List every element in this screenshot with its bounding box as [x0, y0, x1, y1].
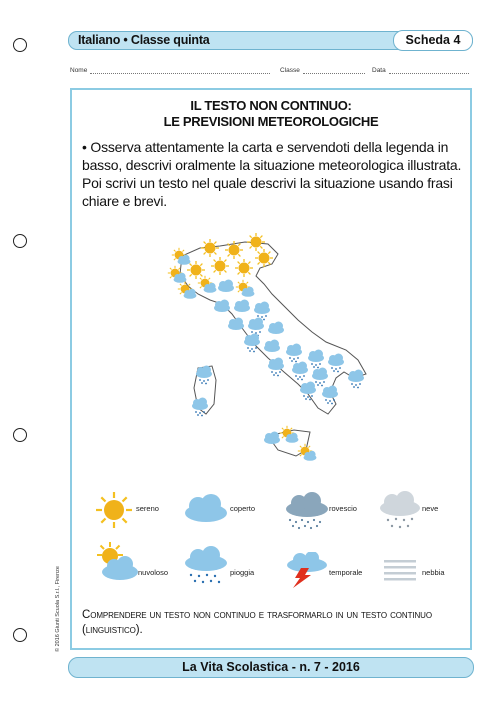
legend-label-sereno: sereno [136, 504, 159, 513]
header-title: Italiano • Classe quinta [78, 33, 210, 47]
footer-bar: La Vita Scolastica - n. 7 - 2016 [68, 657, 474, 678]
learning-objective: Comprendere un testo non continuo e trasformarlo in un testo continuo (linguistico). [82, 609, 432, 636]
binder-hole [13, 628, 27, 642]
legend-label-nebbia: nebbia [422, 568, 445, 577]
legend-label-pioggia: pioggia [230, 568, 255, 577]
nome-field[interactable] [70, 67, 270, 74]
worksheet-title-line1: IL TESTO NON CONTINUO: [190, 98, 352, 113]
legend-label-rovescio: rovescio [329, 504, 357, 513]
nome-label: Nome [70, 67, 88, 74]
binder-hole [13, 428, 27, 442]
worksheet-title-line2: LE PREVISIONI METEOROLOGICHE [163, 114, 379, 129]
thunderstorm-icon [283, 552, 329, 590]
italy-weather-map [160, 228, 380, 478]
sun-cloud-icon [94, 540, 140, 584]
rain-icon [183, 546, 229, 586]
cloud-icon [183, 492, 229, 524]
binder-hole [13, 38, 27, 52]
copyright-notice: © 2016 Giunti Scuola S.r.l., Firenze [55, 566, 61, 652]
instruction-paragraph-2: Poi scrivi un testo nel quale descrivi la situazione usando frasi chiare e brevi. [82, 175, 453, 209]
legend-label-nuvoloso: nuvoloso [138, 568, 169, 577]
binder-hole [13, 234, 27, 248]
classe-label: Classe [280, 67, 300, 74]
data-field[interactable] [372, 67, 469, 74]
shower-icon [284, 490, 330, 532]
legend-label-temporale: temporale [329, 568, 363, 577]
data-label: Data [372, 67, 386, 74]
legend-label-neve: neve [422, 504, 439, 513]
instruction-paragraph-1: • Osserva attentamente la carta e servendoti della legenda in basso, descrivi oralmente la situazione meteorologica illustrata. [82, 139, 462, 173]
classe-field[interactable] [280, 67, 365, 74]
snow-icon [378, 490, 422, 532]
sun-icon [94, 490, 134, 530]
legend-label-coperto: coperto [230, 504, 256, 513]
fog-icon [384, 558, 416, 582]
scheda-label: Scheda 4 [393, 30, 473, 51]
instructions [82, 138, 462, 210]
